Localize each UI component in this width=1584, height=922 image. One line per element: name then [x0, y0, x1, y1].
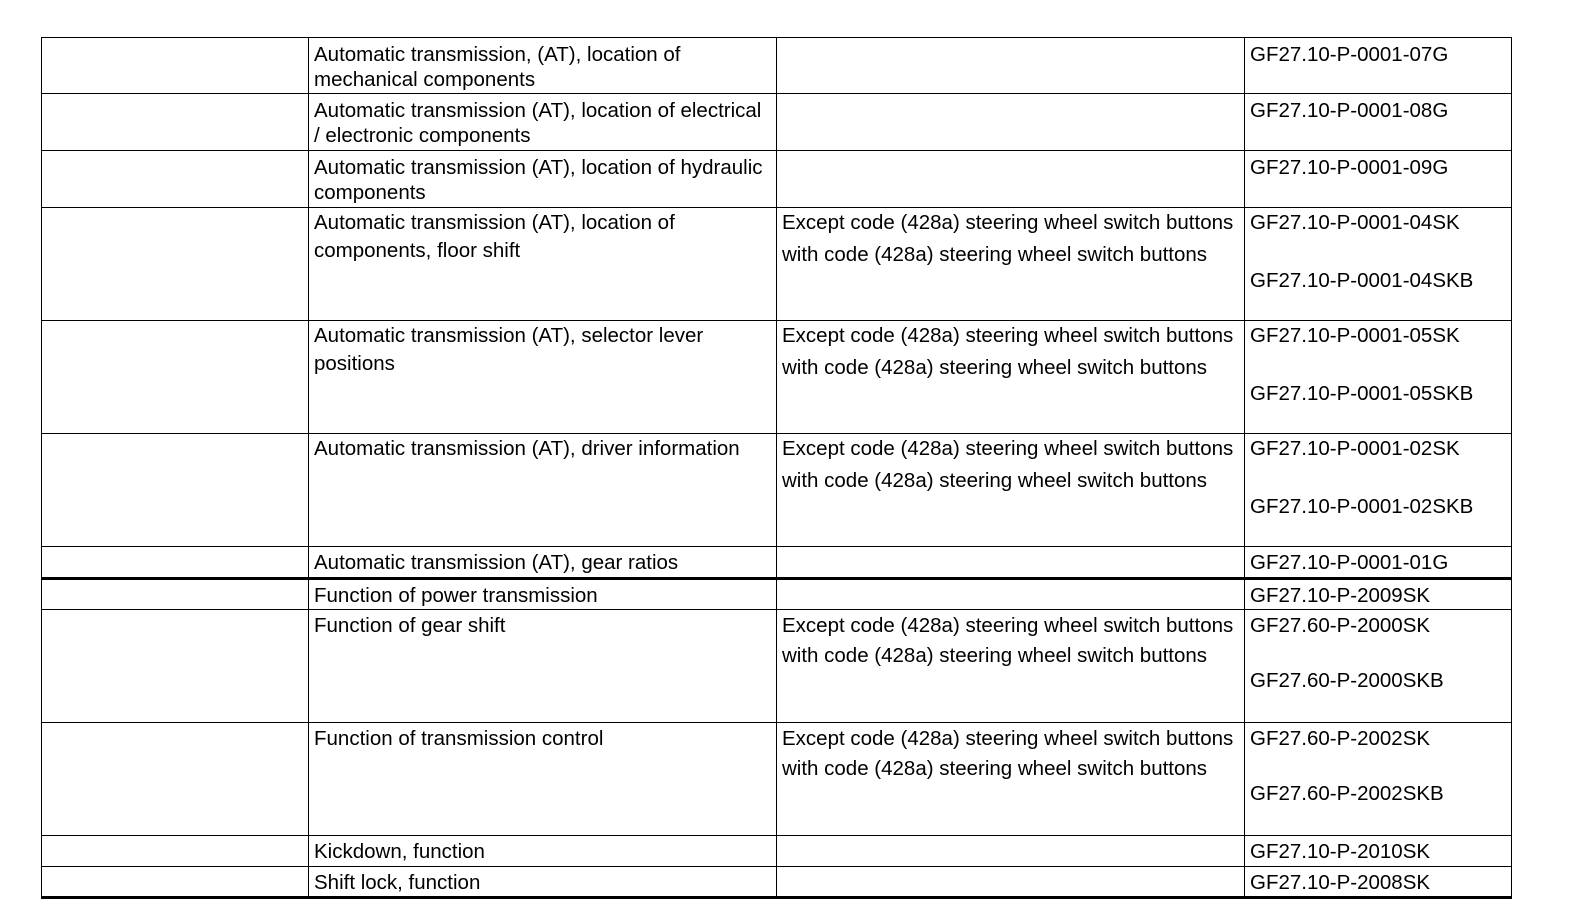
blank-cell: [42, 723, 309, 836]
title-cell: [309, 208, 777, 321]
condition-cell: [777, 434, 1245, 547]
row-title: Function of gear shift: [314, 614, 506, 637]
document-code: GF27.10-P-0001-05SKB: [1250, 382, 1474, 405]
condition-text: Except code (428a) steering wheel switch buttons: [782, 437, 1234, 460]
condition-text: [777, 94, 1244, 98]
code-cell: [1245, 867, 1512, 898]
title-cell: [309, 723, 777, 836]
code-cell: [1245, 579, 1512, 610]
condition-cell: [777, 579, 1245, 610]
blank-cell: [42, 836, 309, 867]
blank-cell: [42, 867, 309, 898]
title-cell: [309, 867, 777, 898]
condition-text: [777, 151, 1244, 155]
condition-cell: [777, 723, 1245, 836]
row-title: Automatic transmission (AT), selector lever positions: [314, 324, 704, 375]
code-cell: [1245, 321, 1512, 434]
condition-cell: [777, 94, 1245, 151]
document-code: GF27.10-P-2010SK: [1250, 840, 1431, 863]
document-code: GF27.60-P-2000SK: [1250, 614, 1431, 637]
code-cell: [1245, 94, 1512, 151]
title-cell: [309, 94, 777, 151]
blank-cell: [42, 610, 309, 723]
condition-text: [777, 836, 1244, 840]
condition-cell: [777, 547, 1245, 579]
table-row: [42, 321, 1512, 434]
table-row: [42, 723, 1512, 836]
row-title: Function of power transmission: [314, 584, 598, 607]
table-row: [42, 579, 1512, 610]
condition-text: [777, 580, 1244, 584]
document-code: GF27.10-P-2009SK: [1250, 584, 1431, 607]
document-code: GF27.10-P-0001-05SK: [1250, 324, 1460, 347]
title-cell: [309, 38, 777, 94]
row-title: Automatic transmission (AT), location of hydraulic components: [314, 156, 763, 204]
document-code: GF27.60-P-2000SKB: [1250, 669, 1444, 692]
table-row: [42, 867, 1512, 898]
code-cell: [1245, 547, 1512, 579]
condition-cell: [777, 836, 1245, 867]
code-cell: [1245, 723, 1512, 836]
code-cell: [1245, 208, 1512, 321]
table-row: [42, 547, 1512, 579]
reference-table-body: [42, 38, 1512, 898]
condition-text: [777, 547, 1244, 551]
table-row: [42, 151, 1512, 208]
condition-cell: [777, 610, 1245, 723]
table-row: [42, 836, 1512, 867]
document-code: GF27.60-P-2002SK: [1250, 727, 1431, 750]
code-cell: [1245, 434, 1512, 547]
table-row: [42, 434, 1512, 547]
code-cell: [1245, 151, 1512, 208]
blank-cell: [42, 579, 309, 610]
blank-cell: [42, 208, 309, 321]
condition-cell: [777, 38, 1245, 94]
code-cell: [1245, 38, 1512, 94]
table-row: [42, 94, 1512, 151]
blank-cell: [42, 151, 309, 208]
table-row: [42, 38, 1512, 94]
condition-text: with code (428a) steering wheel switch buttons: [782, 644, 1208, 667]
condition-text: with code (428a) steering wheel switch buttons: [782, 243, 1208, 266]
row-title: Automatic transmission (AT), gear ratios: [314, 551, 679, 574]
document-code: GF27.10-P-0001-08G: [1250, 99, 1449, 122]
row-title: Automatic transmission, (AT), location of mechanical components: [314, 43, 681, 91]
condition-text: with code (428a) steering wheel switch buttons: [782, 469, 1208, 492]
document-code: GF27.10-P-0001-02SKB: [1250, 495, 1474, 518]
reference-table: [41, 37, 1512, 899]
condition-text: with code (428a) steering wheel switch buttons: [782, 757, 1208, 780]
title-cell: [309, 579, 777, 610]
condition-cell: [777, 321, 1245, 434]
document-code: GF27.10-P-0001-01G: [1250, 551, 1449, 574]
condition-text: [777, 38, 1244, 42]
condition-text: Except code (428a) steering wheel switch buttons: [782, 614, 1234, 637]
row-title: Automatic transmission (AT), driver information: [314, 437, 740, 460]
blank-cell: [42, 434, 309, 547]
row-title: Function of transmission control: [314, 727, 604, 750]
condition-text: [777, 867, 1244, 871]
condition-text: Except code (428a) steering wheel switch buttons: [782, 211, 1234, 234]
title-cell: [309, 547, 777, 579]
condition-text: with code (428a) steering wheel switch buttons: [782, 356, 1208, 379]
document-code: GF27.10-P-0001-04SKB: [1250, 269, 1474, 292]
document-code: GF27.10-P-2008SK: [1250, 871, 1431, 894]
title-cell: [309, 434, 777, 547]
blank-cell: [42, 94, 309, 151]
title-cell: [309, 151, 777, 208]
blank-cell: [42, 38, 309, 94]
condition-text: Except code (428a) steering wheel switch buttons: [782, 324, 1234, 347]
title-cell: [309, 836, 777, 867]
condition-cell: [777, 151, 1245, 208]
condition-cell: [777, 208, 1245, 321]
document-code: GF27.60-P-2002SKB: [1250, 782, 1444, 805]
document-code: GF27.10-P-0001-02SK: [1250, 437, 1460, 460]
table-row: [42, 610, 1512, 723]
document-code: GF27.10-P-0001-07G: [1250, 43, 1449, 66]
document-page: [41, 37, 1512, 899]
blank-cell: [42, 321, 309, 434]
table-row: [42, 208, 1512, 321]
code-cell: [1245, 836, 1512, 867]
condition-cell: [777, 867, 1245, 898]
code-cell: [1245, 610, 1512, 723]
title-cell: [309, 321, 777, 434]
condition-text: Except code (428a) steering wheel switch buttons: [782, 727, 1234, 750]
document-code: GF27.10-P-0001-09G: [1250, 156, 1449, 179]
row-title: Shift lock, function: [314, 871, 481, 894]
document-code: GF27.10-P-0001-04SK: [1250, 211, 1460, 234]
row-title: Kickdown, function: [314, 840, 485, 863]
row-title: Automatic transmission (AT), location of electrical / electronic components: [314, 99, 762, 147]
row-title: Automatic transmission (AT), location of components, floor shift: [314, 211, 675, 262]
blank-cell: [42, 547, 309, 579]
title-cell: [309, 610, 777, 723]
